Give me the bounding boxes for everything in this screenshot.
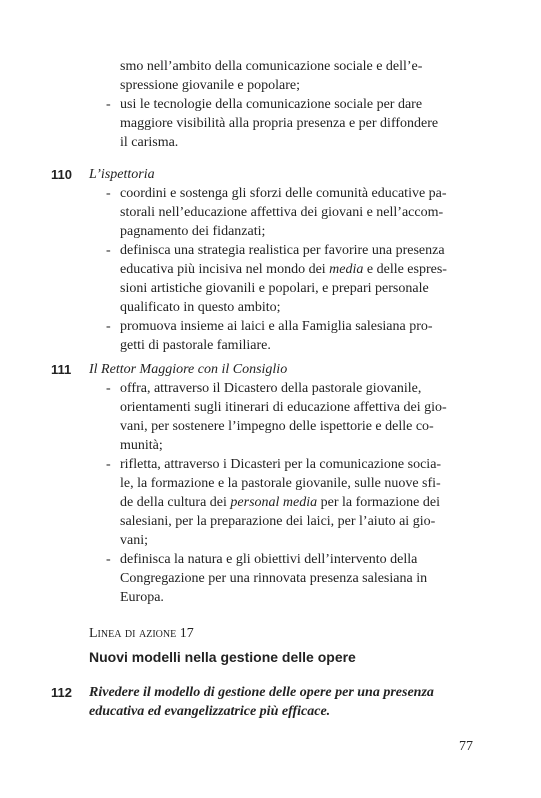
text-span: definisca una strategia realistica per favorire una presenza bbox=[120, 243, 445, 258]
text-run: educativa più incisiva nel mondo dei bbox=[120, 262, 330, 277]
list-dash: - bbox=[106, 381, 111, 396]
text-span bbox=[120, 494, 440, 512]
text-span: pagnamento dei fidanzati; bbox=[120, 224, 266, 239]
list-dash: - bbox=[106, 319, 111, 334]
text-run-italic: media bbox=[329, 262, 364, 277]
action-heading: Nuovi modelli nella gestione delle opere bbox=[89, 649, 356, 665]
section-title: L’ispettoria bbox=[89, 167, 155, 182]
text-run: de della cultura dei bbox=[120, 495, 231, 510]
list-dash: - bbox=[106, 457, 111, 472]
text-span: vani, per sostenere l’impegno delle ispettorie e delle co- bbox=[120, 419, 434, 434]
text-span: Rivedere il modello di gestione delle opere per una presenza bbox=[89, 685, 434, 700]
text-span: offra, attraverso il Dicastero della pastorale giovanile, bbox=[120, 381, 422, 396]
section-number: 112 bbox=[51, 685, 72, 700]
text-span: sioni artistiche giovanili e popolari, e prepari personale bbox=[120, 281, 429, 296]
text-span: rifletta, attraverso i Dicasteri per la comunicazione socia- bbox=[120, 457, 442, 472]
text-span: Europa. bbox=[120, 590, 164, 605]
text-span: smo nell’ambito della comunicazione sociale e dell’e- bbox=[120, 59, 423, 74]
list-dash: - bbox=[106, 186, 111, 201]
text-span: salesiani, per la preparazione dei laici, per l’aiuto ai gio- bbox=[120, 514, 436, 529]
text-span: qualificato in questo ambito; bbox=[120, 300, 281, 315]
text-span: coordini e sostenga gli sforzi delle comunità educative pa- bbox=[120, 186, 447, 201]
text-span: promuova insieme ai laici e alla Famiglia salesiana pro- bbox=[120, 319, 433, 334]
text-span: usi le tecnologie della comunicazione sociale per dare bbox=[120, 97, 423, 112]
text-span: maggiore visibilità alla propria presenza e per diffondere bbox=[120, 116, 439, 131]
section-title: Il Rettor Maggiore con il Consiglio bbox=[89, 362, 288, 377]
text-run: per la formazione dei bbox=[317, 495, 440, 510]
text-span: le, la formazione e la pastorale giovanile, sulle nuove sfi- bbox=[120, 476, 441, 491]
list-dash: - bbox=[106, 243, 111, 258]
page-number: 77 bbox=[459, 739, 473, 754]
section-number: 111 bbox=[51, 362, 72, 377]
action-label: Linea di azione 17 bbox=[89, 626, 194, 641]
text-span: spressione giovanile e popolare; bbox=[120, 78, 301, 93]
list-dash: - bbox=[106, 97, 111, 112]
text-span: getti di pastorale familiare. bbox=[120, 338, 271, 353]
text-span bbox=[120, 261, 447, 279]
text-span: Congregazione per una rinnovata presenza salesiana in bbox=[120, 571, 428, 586]
text-run: e delle espres- bbox=[363, 262, 447, 277]
text-span: vani; bbox=[120, 533, 148, 548]
list-dash: - bbox=[106, 552, 111, 567]
text-span: educativa ed evangelizzatrice più efficace. bbox=[89, 704, 331, 719]
text-span: definisca la natura e gli obiettivi dell’intervento della bbox=[120, 552, 418, 567]
text-span: storali nell’educazione affettiva dei giovani e nell’accom- bbox=[120, 205, 444, 220]
text-span: il carisma. bbox=[120, 135, 179, 150]
text-run-italic: personal media bbox=[230, 495, 318, 510]
text-span: munità; bbox=[120, 438, 163, 453]
section-number: 110 bbox=[51, 167, 72, 182]
text-span: orientamenti sugli itinerari di educazione affettiva dei gio- bbox=[120, 400, 447, 415]
